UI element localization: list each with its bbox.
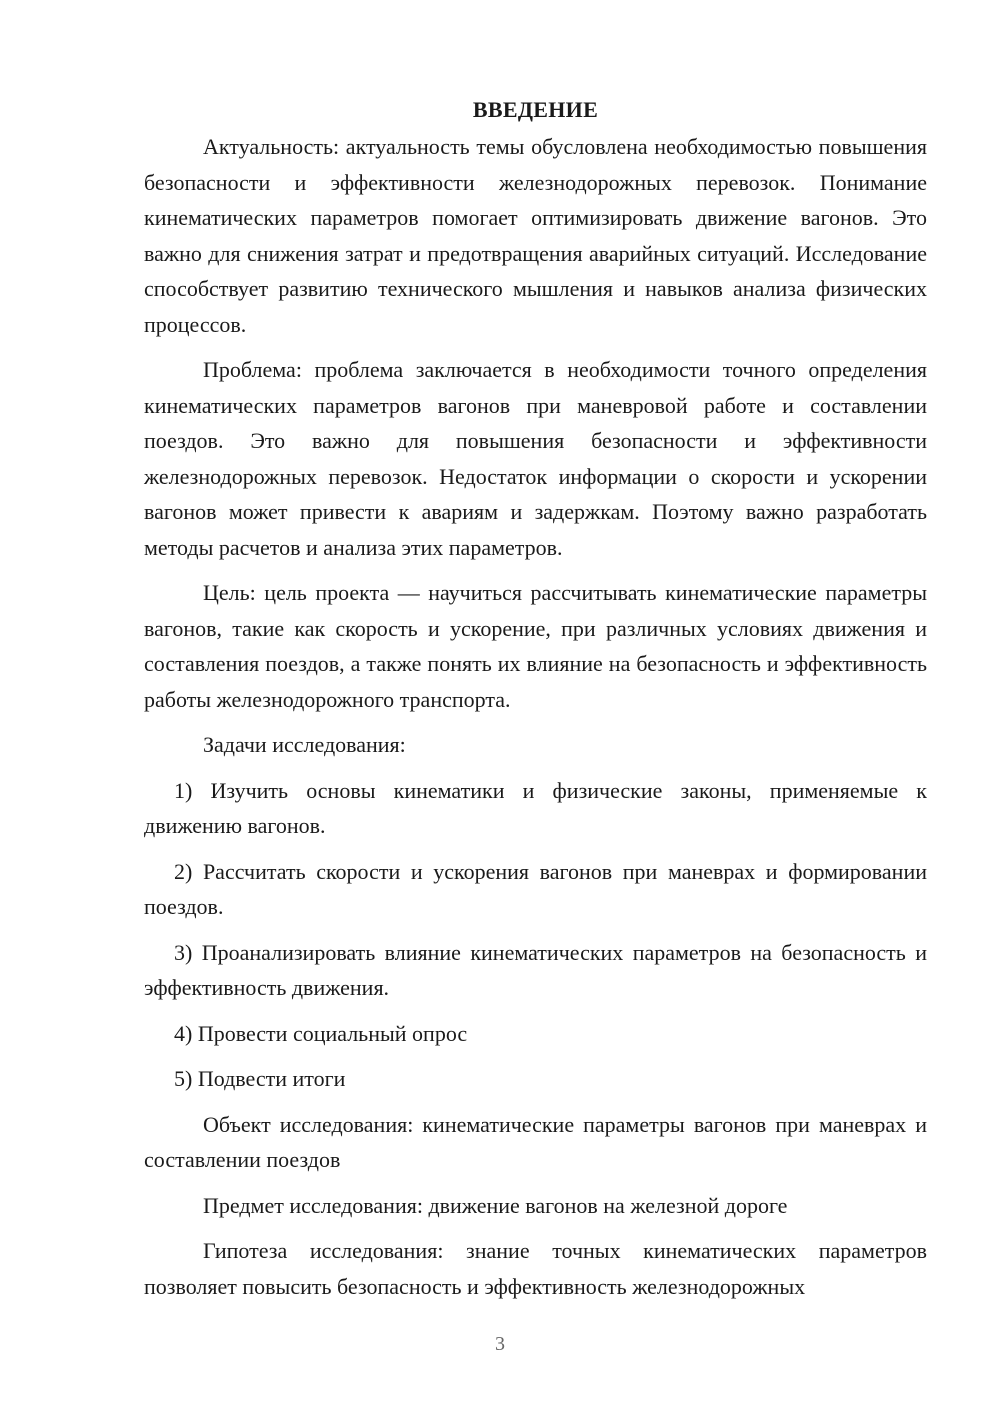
paragraph-object: Объект исследования: кинематические параметры вагонов при маневрах и составлении поездов <box>144 1111 927 1172</box>
task-item-4: 4) Провести социальный опрос <box>174 1020 468 1046</box>
paragraph-hypothesis: Гипотеза исследования: знание точных кинематических параметров позволяет повысить безопасность и эффективность железнодорожных <box>144 1238 927 1299</box>
document-page <box>144 94 927 1304</box>
page-number: 3 <box>495 1333 505 1355</box>
page-title: ВВЕДЕНИЕ <box>472 97 599 122</box>
paragraph-relevance: Актуальность: актуальность темы обусловлена необходимостью повышения безопасности и эффективности железнодорожных перевозок. Понимание кинематических параметров помогает оптимизировать движение вагонов. Это важно для снижения затрат и предотвращения аварийных ситуаций. Исследование способствует развитию технического мышления и навыков анализа физических процессов. <box>144 134 927 337</box>
paragraph-tasks-heading: Задачи исследования: <box>203 732 406 757</box>
task-item-2: 2) Рассчитать скорости и ускорения вагонов при маневрах и формировании поездов. <box>144 858 927 919</box>
paragraph-problem: Проблема: проблема заключается в необходимости точного определения кинематических параметров вагонов при маневровой работе и составлении поездов. Это важно для повышения безопасности и эффективности железнодорожных перевозок. Недостаток информации о скорости и ускорении вагонов может привести к авариям и задержкам. Поэтому важно разработать методы расчетов и анализа этих параметров. <box>144 357 927 560</box>
paragraph-subject: Предмет исследования: движение вагонов на железной дороге <box>203 1192 788 1218</box>
task-item-1: 1) Изучить основы кинематики и физические законы, применяемые к движению вагонов. <box>144 777 927 838</box>
paragraph-goal: Цель: цель проекта — научиться рассчитывать кинематические параметры вагонов, такие как скорость и ускорение, при различных условиях движения и составления поездов, а также понять их влияние на безопасность и эффективность работы железнодорожного транспорта. <box>144 580 927 712</box>
task-item-3: 3) Проанализировать влияние кинематических параметров на безопасность и эффективность движения. <box>144 939 927 1000</box>
task-item-5: 5) Подвести итоги <box>174 1066 346 1091</box>
